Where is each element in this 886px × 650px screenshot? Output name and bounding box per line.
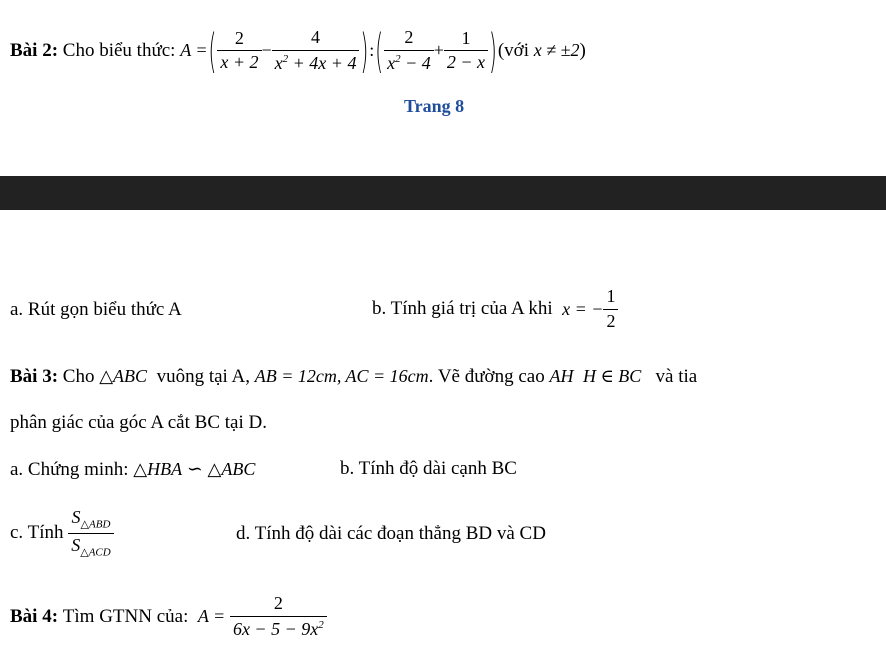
part-b-den: 2 (603, 309, 618, 332)
area-den-s: S (71, 534, 81, 555)
area-num-s: S (71, 507, 81, 527)
bai3-triangle-abc: △ABC (99, 366, 148, 386)
bai2-line (10, 23, 586, 79)
f2-den (272, 50, 360, 74)
bai4-text: Tìm GTNN của: (62, 605, 189, 627)
paren-open-2: ( (375, 23, 384, 79)
f3-den (384, 50, 434, 74)
bai3-lengths: AB = 12cm, AC = 16cm (254, 366, 429, 386)
bai3-t3: . Vẽ đường cao (428, 366, 545, 387)
bai4-line (10, 594, 327, 640)
bai3-part-b: b. Tính độ dài cạnh BC (340, 458, 517, 479)
condition-close: ) (579, 39, 586, 61)
plus-sign: + (433, 40, 444, 61)
bai4-den (230, 616, 327, 640)
area-den (68, 533, 113, 559)
f2-num: 4 (311, 27, 321, 47)
f2-den-b: + 4x + 4 (288, 52, 357, 73)
bai3-altitude: AH (549, 366, 574, 386)
bai2-part-b (372, 287, 618, 332)
minus-sign: − (261, 40, 272, 61)
area-den-sub: △ACD (80, 546, 111, 559)
bai4-den-sup: 2 (318, 618, 324, 631)
bai3-t2: vuông tại A, (156, 366, 250, 387)
fraction-one-half (603, 287, 618, 332)
bai2-label: Bài 2: (10, 39, 59, 61)
area-num (69, 508, 114, 533)
bai3-label: Bài 3: (10, 366, 59, 387)
fraction-4-over-quadratic (272, 28, 360, 74)
page-label: Trang 8 (404, 96, 465, 116)
fraction-2-over-x-plus-2 (217, 29, 261, 74)
similar-sign: ∽ (186, 459, 203, 480)
bai4-den-a: 6x − 5 − 9x (232, 618, 319, 639)
bai2-part-a: a. Rút gọn biểu thức A (10, 299, 182, 320)
fraction-bai4 (230, 594, 327, 640)
bai2-intro: Cho biểu thức: (62, 39, 176, 61)
condition-open: (với (497, 39, 530, 61)
bai3-t1: Cho (62, 366, 95, 387)
bai3-t4: và tia (655, 366, 698, 387)
bai4-A-eq: A = (197, 606, 226, 627)
part-b-num: 1 (606, 286, 616, 306)
f2-den-a: x (274, 52, 283, 73)
separator-band (0, 176, 886, 210)
bai3-part-a (10, 458, 255, 481)
bai3-c-text: c. Tính (10, 522, 64, 544)
part-b-text: b. Tính giá trị của A khi (372, 298, 553, 320)
bai3-line2: phân giác của góc A cắt BC tại D. (10, 412, 267, 433)
bai3-part-c (10, 508, 114, 558)
f3-den-sup: 2 (395, 52, 401, 65)
bai2-A-eq: A = (180, 40, 208, 61)
bai3-line1 (10, 366, 697, 388)
paren-open-1: ( (208, 23, 217, 79)
bai3-h-in-bc: H ∈ BC (582, 366, 642, 386)
f1-num: 2 (234, 27, 244, 48)
paren-close-1: ) (360, 23, 369, 79)
f4-num: 1 (461, 27, 471, 48)
f3-den-a: x (387, 52, 396, 73)
f3-den-b: − 4 (400, 52, 431, 73)
fraction-1-over-2-minus-x (444, 29, 488, 74)
bai4-label: Bài 4: (10, 605, 59, 627)
area-num-sub: △ABD (80, 518, 111, 531)
bai3-a-abc: △ABC (207, 459, 256, 479)
fraction-area-ratio (68, 508, 113, 558)
f1-den: x + 2 (217, 50, 261, 73)
bai3-a-text: a. Chứng minh: (10, 459, 129, 480)
condition-math: x ≠ ±2 (533, 40, 580, 61)
f2-den-sup: 2 (282, 52, 289, 65)
part-b-math: x = − (562, 298, 604, 319)
f3-num: 2 (404, 27, 414, 47)
fraction-2-over-x2-minus-4 (384, 28, 434, 74)
bai3-a-hba: △HBA (133, 459, 183, 479)
bai3-part-d: d. Tính độ dài các đoạn thẳng BD và CD (236, 523, 546, 544)
bai4-num: 2 (273, 593, 283, 613)
division-colon: : (369, 40, 375, 61)
paren-close-2: ) (489, 23, 497, 79)
f4-den: 2 − x (444, 50, 488, 73)
